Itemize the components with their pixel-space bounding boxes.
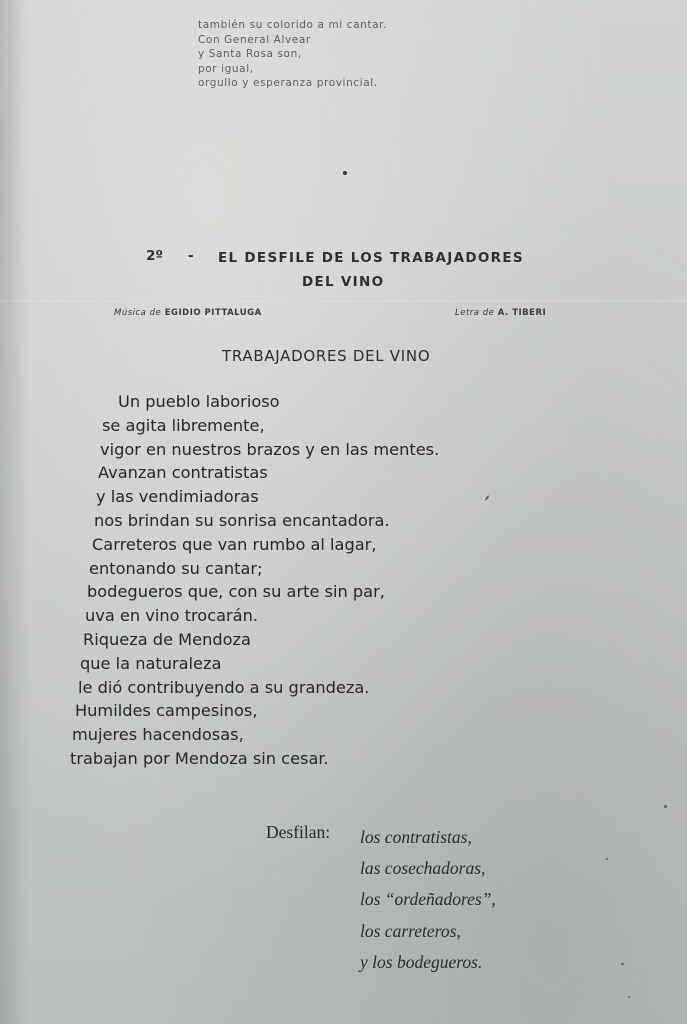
paper-crease [0,300,687,302]
parade-item: las cosechadoras, [360,858,486,879]
song-title: TRABAJADORES DEL VINO [222,347,431,365]
verse-line: mujeres hacendosas, [72,725,244,745]
verse-line: Avanzan contratistas [98,463,268,483]
verse-line: bodegueros que, con su arte sin par, [87,582,385,602]
lyrics-credit-author: A. TIBERI [497,308,547,318]
parade-item: los contratistas, [360,827,472,847]
previous-verse-line: también su colorido a mi cantar. [198,19,388,31]
previous-verse-line: orgullo y esperanza provincial. [198,77,378,90]
verse-line: Carreteros que van rumbo al lagar, [92,534,377,554]
verse-line: Un pueblo laborioso [118,392,280,411]
parade-list [360,822,496,978]
previous-verse-line: y Santa Rosa son, [198,48,302,61]
verse-line: uva en vino trocarán. [85,606,259,626]
section-dash: - [188,248,194,264]
verse-line: Riqueza de Mendoza [83,629,251,649]
paper-speck [606,858,608,860]
lyrics-credit [455,308,546,318]
music-credit [114,308,262,318]
song-verse [0,390,687,771]
parade-label: Desfilan: [266,822,331,842]
section-title-line-2: DEL VINO [302,274,385,290]
music-credit-prefix: Música de [114,308,162,318]
paper-speck [621,963,624,965]
music-credit-author: EGIDIO PITTALUGA [164,308,262,318]
verse-line: le dió contribuyendo a su grandeza. [78,677,370,697]
previous-verse-line: Con General Alvear [198,33,311,46]
section-separator-dot [343,171,347,175]
section-title-line-1: EL DESFILE DE LOS TRABAJADORES [218,250,524,266]
verse-line: entonando su cantar; [89,558,263,578]
verse-line: se agita libremente, [102,415,265,435]
previous-verse-line: por igual, [198,62,254,75]
previous-verse [198,18,387,91]
verse-line: que la naturaleza [80,653,222,673]
verse-line: nos brindan su sonrisa encantadora. [94,510,390,530]
verse-line: trabajan por Mendoza sin cesar. [70,748,329,768]
verse-line: vigor en nuestros brazos y en las mentes. [100,439,440,459]
verse-line: Humildes campesinos, [75,701,258,721]
verse-line: y las vendimiadoras [96,487,259,507]
parade-item: los carreteros, [360,920,461,941]
section-number: 2º [146,248,164,264]
parade-item: y los bodegueros. [360,951,483,972]
paper-speck [628,996,630,998]
lyrics-credit-prefix: Letra de [455,308,495,318]
parade-item: los “ordeñadores”, [360,889,496,910]
paper-speck [664,805,667,808]
